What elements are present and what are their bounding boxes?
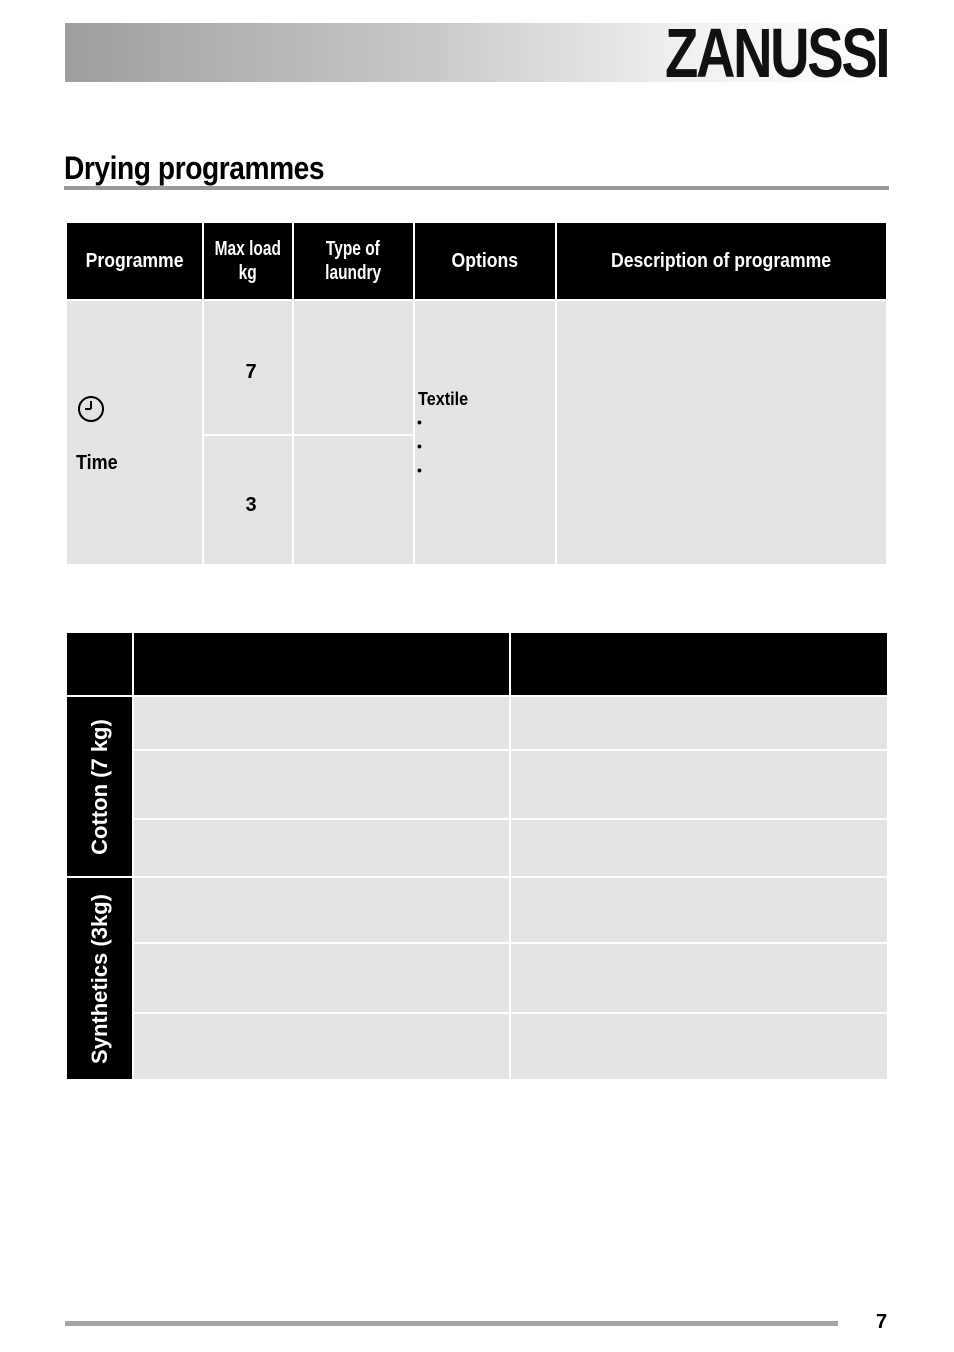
header-cell	[511, 633, 887, 695]
laundry-type-cell	[294, 301, 413, 434]
clock-icon	[77, 395, 105, 423]
table-cell	[511, 820, 887, 876]
max-load-value: 7	[245, 361, 257, 383]
table-cell	[134, 1014, 509, 1079]
header-bar	[65, 14, 888, 92]
title-divider	[64, 186, 889, 190]
programme-cell	[67, 301, 202, 564]
options-textile-label: Textile	[418, 389, 469, 409]
table-cell	[511, 1014, 887, 1079]
brand-logo: ZANUSSI	[664, 14, 888, 92]
max-load-value: 3	[245, 494, 257, 516]
laundry-type-cell	[294, 436, 413, 564]
option-bullet: •	[417, 414, 422, 430]
table-cell	[134, 751, 509, 818]
column-header-max-load: Max load kg	[204, 223, 292, 299]
header-cell	[134, 633, 509, 695]
page-number: 7	[876, 1311, 888, 1333]
programme-name: Time	[76, 452, 118, 474]
group-label-cotton: Cotton (7 kg)	[67, 697, 132, 876]
column-header-programme: Programme	[67, 223, 202, 299]
table-cell	[511, 944, 887, 1012]
option-bullet: •	[417, 438, 422, 454]
table-cell	[134, 944, 509, 1012]
options-cell	[415, 301, 555, 564]
table-cell	[511, 878, 887, 942]
option-bullet: •	[417, 462, 422, 478]
page-title: Drying programmes	[64, 150, 325, 186]
table-cell	[511, 697, 887, 749]
table-cell	[134, 697, 509, 749]
description-cell	[557, 301, 886, 564]
column-header-description: Description of programme	[557, 223, 886, 299]
header-cell	[67, 633, 132, 695]
table-cell	[511, 751, 887, 818]
table-cell	[134, 878, 509, 942]
column-header-type-of-laundry: Type of laundry	[294, 223, 413, 299]
group-label-synthetics: Synthetics (3kg)	[67, 878, 132, 1079]
column-header-options: Options	[415, 223, 555, 299]
footer-divider	[65, 1321, 838, 1326]
table-cell	[134, 820, 509, 876]
